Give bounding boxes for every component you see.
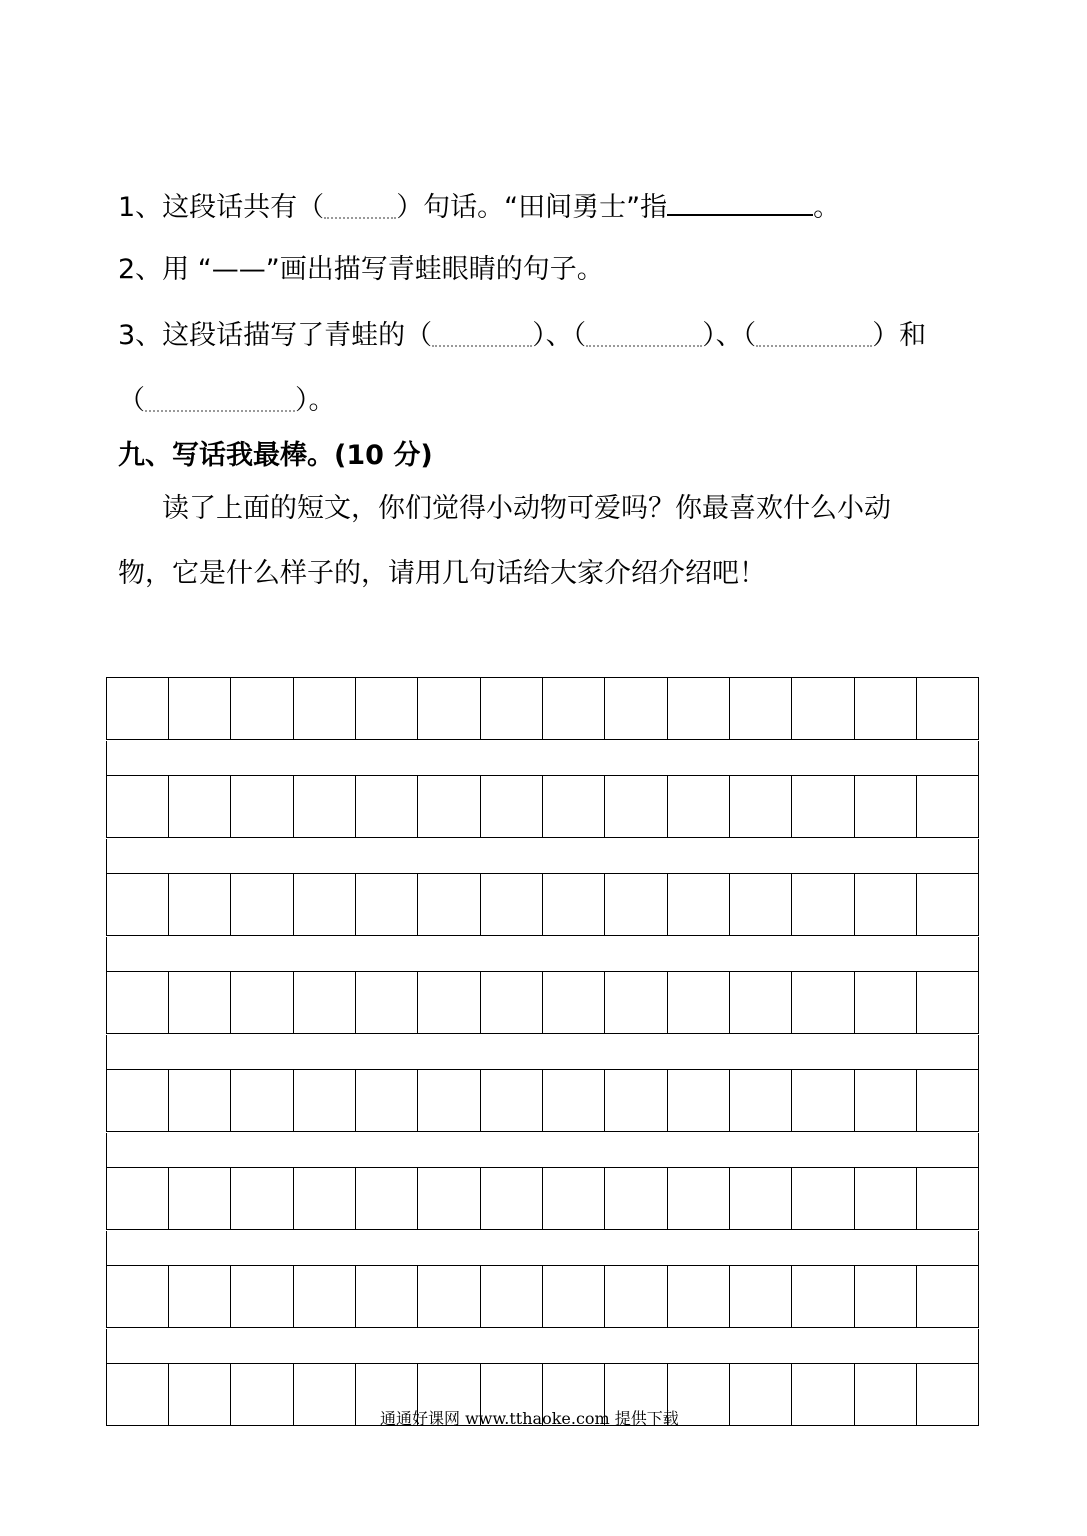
grid-row[interactable] [106, 677, 979, 740]
grid-cell[interactable] [667, 1266, 668, 1327]
grid-cell[interactable] [791, 972, 792, 1033]
grid-cell[interactable] [604, 1070, 605, 1131]
answer-blank-4[interactable] [145, 392, 295, 412]
grid-cell[interactable] [355, 874, 356, 935]
answer-blank-1[interactable] [432, 327, 532, 347]
grid-cell[interactable] [542, 972, 543, 1033]
grid-cell[interactable] [417, 1266, 418, 1327]
question-1-text-c: 。 [813, 192, 841, 223]
grid-cell[interactable] [355, 776, 356, 837]
grid-cell[interactable] [667, 678, 668, 739]
grid-spacer [106, 937, 979, 971]
grid-cell[interactable] [480, 678, 481, 739]
grid-cell[interactable] [729, 1168, 730, 1229]
grid-cell[interactable] [293, 1266, 294, 1327]
grid-cell[interactable] [480, 1070, 481, 1131]
grid-row[interactable] [106, 775, 979, 838]
grid-row[interactable] [106, 1167, 979, 1230]
grid-cell[interactable] [542, 1070, 543, 1131]
grid-cell[interactable] [480, 874, 481, 935]
grid-cell[interactable] [168, 874, 169, 935]
grid-cell[interactable] [355, 972, 356, 1033]
grid-cell[interactable] [729, 972, 730, 1033]
answer-blank-3[interactable] [756, 327, 872, 347]
section-9-prompt-line-1: 读了上面的短文，你们觉得小动物可爱吗？你最喜欢什么小动 [162, 493, 891, 524]
grid-cell[interactable] [168, 1070, 169, 1131]
question-3-text-d: ）和 [872, 320, 927, 351]
grid-cell[interactable] [854, 1168, 855, 1229]
grid-row[interactable] [106, 1265, 979, 1328]
grid-cell[interactable] [604, 874, 605, 935]
grid-cell[interactable] [791, 1070, 792, 1131]
grid-cell[interactable] [667, 1168, 668, 1229]
grid-cell[interactable] [417, 776, 418, 837]
grid-cell[interactable] [791, 1364, 792, 1425]
grid-cell[interactable] [542, 776, 543, 837]
grid-cell[interactable] [542, 1168, 543, 1229]
grid-cell[interactable] [293, 972, 294, 1033]
question-1-text-a: 1、这段话共有（ [118, 192, 325, 223]
grid-row[interactable] [106, 873, 979, 936]
question-1 [118, 188, 840, 226]
grid-spacer [106, 1329, 979, 1363]
grid-cell[interactable] [791, 874, 792, 935]
question-3-text-c: ）、（ [702, 320, 757, 351]
grid-cell[interactable] [168, 1364, 169, 1425]
grid-spacer [106, 839, 979, 873]
grid-cell[interactable] [729, 678, 730, 739]
grid-cell[interactable] [916, 874, 917, 935]
grid-cell[interactable] [604, 776, 605, 837]
answer-blank-2[interactable] [586, 327, 702, 347]
grid-cell[interactable] [854, 874, 855, 935]
grid-cell[interactable] [916, 1070, 917, 1131]
question-2 [118, 252, 604, 288]
grid-cell[interactable] [417, 874, 418, 935]
grid-cell[interactable] [604, 678, 605, 739]
grid-cell[interactable] [916, 1168, 917, 1229]
grid-cell[interactable] [854, 972, 855, 1033]
grid-cell[interactable] [916, 678, 917, 739]
grid-cell[interactable] [542, 874, 543, 935]
footer-watermark: 通通好课网 www.tthaoke.com 提供下载 [380, 1409, 679, 1428]
grid-cell[interactable] [230, 1364, 231, 1425]
grid-cell[interactable] [729, 1364, 730, 1425]
grid-cell[interactable] [916, 1266, 917, 1327]
grid-cell[interactable] [854, 1070, 855, 1131]
question-3-line-2 [118, 383, 336, 419]
grid-cell[interactable] [667, 776, 668, 837]
grid-cell[interactable] [604, 972, 605, 1033]
question-1-text-b: ）句话。“田间勇士”指 [396, 192, 668, 223]
answer-blank-sentence-count[interactable] [324, 199, 396, 219]
grid-cell[interactable] [230, 1168, 231, 1229]
question-3-text-a: 3、这段话描写了青蛙的（ [118, 320, 433, 351]
grid-cell[interactable] [355, 678, 356, 739]
grid-cell[interactable] [791, 776, 792, 837]
grid-row[interactable] [106, 971, 979, 1034]
grid-cell[interactable] [417, 972, 418, 1033]
grid-cell[interactable] [230, 1266, 231, 1327]
grid-cell[interactable] [168, 1168, 169, 1229]
grid-cell[interactable] [854, 776, 855, 837]
grid-cell[interactable] [480, 1168, 481, 1229]
grid-cell[interactable] [791, 678, 792, 739]
grid-cell[interactable] [417, 1168, 418, 1229]
grid-spacer [106, 1035, 979, 1069]
writing-grid[interactable] [106, 677, 981, 1431]
grid-cell[interactable] [729, 1266, 730, 1327]
grid-cell[interactable] [916, 776, 917, 837]
grid-cell[interactable] [729, 1070, 730, 1131]
grid-cell[interactable] [293, 874, 294, 935]
grid-cell[interactable] [604, 1266, 605, 1327]
grid-cell[interactable] [293, 1168, 294, 1229]
question-3-text-b: ）、（ [532, 320, 587, 351]
grid-cell[interactable] [168, 972, 169, 1033]
grid-spacer [106, 741, 979, 775]
question-3-text-f: ）。 [295, 385, 336, 416]
section-9-heading: 九、写话我最棒。(10 分) [118, 440, 433, 471]
grid-cell[interactable] [417, 678, 418, 739]
grid-cell[interactable] [667, 874, 668, 935]
grid-cell[interactable] [791, 1168, 792, 1229]
grid-cell[interactable] [667, 972, 668, 1033]
grid-cell[interactable] [230, 874, 231, 935]
grid-cell[interactable] [355, 1070, 356, 1131]
question-3-text-e: （ [118, 385, 145, 416]
grid-cell[interactable] [293, 678, 294, 739]
grid-cell[interactable] [355, 1364, 356, 1425]
grid-cell[interactable] [230, 1070, 231, 1131]
grid-cell[interactable] [480, 776, 481, 837]
grid-row[interactable] [106, 1069, 979, 1132]
grid-cell[interactable] [542, 678, 543, 739]
grid-cell[interactable] [355, 1266, 356, 1327]
grid-cell[interactable] [293, 776, 294, 837]
grid-cell[interactable] [854, 678, 855, 739]
grid-cell[interactable] [293, 1070, 294, 1131]
grid-cell[interactable] [916, 1364, 917, 1425]
grid-cell[interactable] [293, 1364, 294, 1425]
grid-cell[interactable] [230, 678, 231, 739]
grid-cell[interactable] [729, 874, 730, 935]
grid-cell[interactable] [604, 1168, 605, 1229]
question-2-text: 2、用 “——”画出描写青蛙眼睛的句子。 [118, 254, 604, 285]
grid-cell[interactable] [168, 678, 169, 739]
grid-cell[interactable] [854, 1266, 855, 1327]
grid-cell[interactable] [230, 972, 231, 1033]
section-9-prompt-line-2: 物，它是什么样子的，请用几句话给大家介绍介绍吧！ [118, 558, 766, 589]
grid-cell[interactable] [168, 776, 169, 837]
grid-spacer [106, 1231, 979, 1265]
answer-blank-field-warrior[interactable] [667, 188, 813, 216]
question-3-line-1 [118, 318, 926, 354]
grid-cell[interactable] [667, 1070, 668, 1131]
grid-spacer [106, 1133, 979, 1167]
grid-cell[interactable] [480, 1266, 481, 1327]
grid-cell[interactable] [916, 972, 917, 1033]
grid-cell[interactable] [854, 1364, 855, 1425]
grid-cell[interactable] [480, 972, 481, 1033]
grid-cell[interactable] [791, 1266, 792, 1327]
grid-cell[interactable] [230, 776, 231, 837]
grid-cell[interactable] [729, 776, 730, 837]
grid-cell[interactable] [417, 1070, 418, 1131]
grid-cell[interactable] [355, 1168, 356, 1229]
grid-cell[interactable] [542, 1266, 543, 1327]
grid-cell[interactable] [168, 1266, 169, 1327]
